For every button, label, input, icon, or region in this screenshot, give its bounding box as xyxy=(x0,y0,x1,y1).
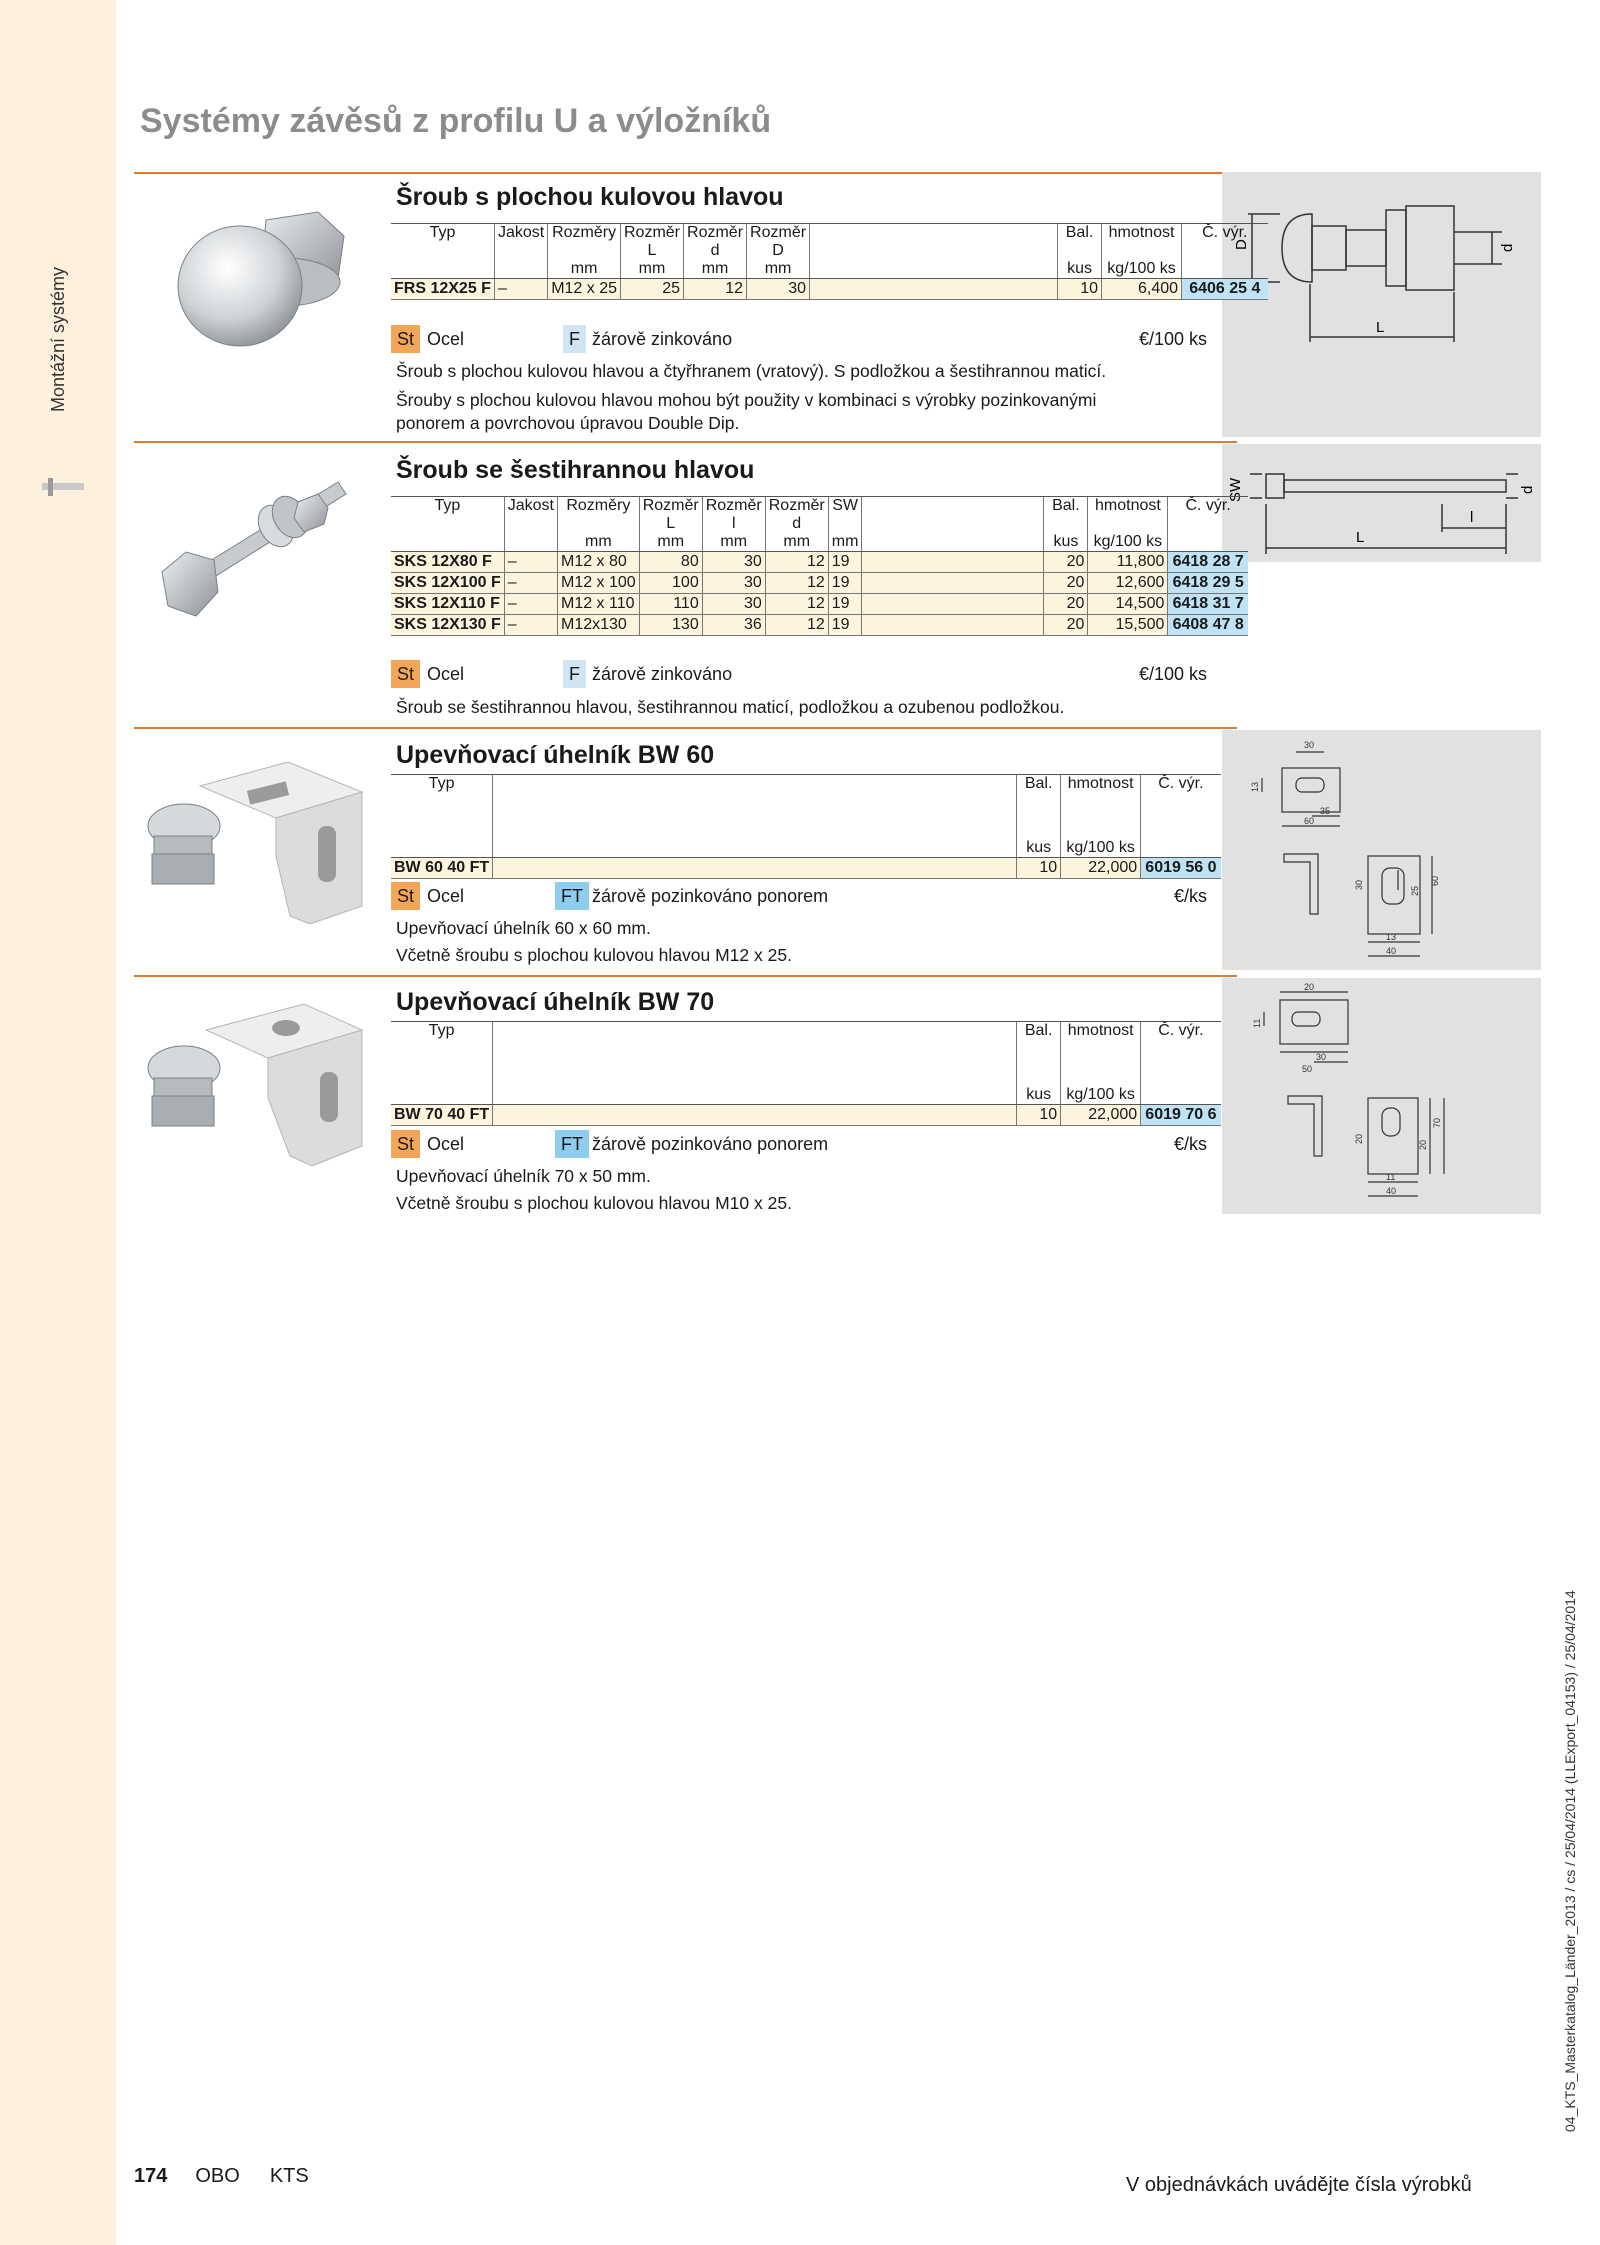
svg-text:13: 13 xyxy=(1250,781,1260,792)
section-divider xyxy=(134,727,1237,729)
svg-text:60: 60 xyxy=(1304,816,1315,826)
svg-text:20: 20 xyxy=(1354,1133,1364,1144)
product-table: Typ Bal. hmotnost Č. výr. kus kg/100 ks BW 60 40 FT 10 22,000 6019 56 0 xyxy=(391,774,1221,879)
article-number: 6418 29 5 xyxy=(1168,573,1248,594)
section-divider xyxy=(134,975,1237,977)
svg-text:d: d xyxy=(1519,485,1536,494)
section-description: Šroub se šestihrannou hlavou, šestihrannou maticí, podložkou a ozubenou podložkou. xyxy=(396,697,1065,717)
angle-bracket-bw70-photo xyxy=(140,1000,372,1168)
table-row: FRS 12X25 F – M12 x 25 25 12 30 10 6,400 6406 25 4 xyxy=(391,279,1268,300)
page-title: Systémy závěsů z profilu U a výložníků xyxy=(140,102,772,140)
svg-text:40: 40 xyxy=(1386,946,1397,956)
article-number: 6019 56 0 xyxy=(1141,857,1221,878)
svg-text:30: 30 xyxy=(1316,1052,1327,1062)
drawing-label-d: d xyxy=(1499,243,1516,252)
article-number: 6408 47 8 xyxy=(1168,615,1248,636)
svg-text:SW: SW xyxy=(1227,477,1244,502)
technical-drawing xyxy=(1222,978,1541,1214)
footer-series: KTS xyxy=(269,2165,309,2187)
svg-text:60: 60 xyxy=(1430,875,1440,886)
svg-text:30: 30 xyxy=(1354,879,1364,890)
svg-text:30: 30 xyxy=(1304,740,1315,750)
table-row: SKS 12X130 F – M12x130 130 36 12 19 20 15,500 6408 47 8 xyxy=(391,615,1248,636)
drawing-label-D: D xyxy=(1233,239,1250,250)
svg-text:13: 13 xyxy=(1386,932,1397,942)
svg-text:11: 11 xyxy=(1252,1018,1262,1028)
product-table: Typ Jakost Rozměry Rozměr Rozměr Rozměr Bal. hmotnost Č. výr. L d D mm mm mm mm kus kg/100 ks FRS 12X25 F – M12 x 25 25 12 30 10 6,400 6406 25 4 xyxy=(391,223,1268,300)
table-row: SKS 12X110 F – M12 x 110 110 30 12 19 20 14,500 6418 31 7 xyxy=(391,594,1248,615)
section-divider xyxy=(134,172,1237,174)
article-number: 6418 28 7 xyxy=(1168,552,1248,573)
technical-drawing xyxy=(1222,730,1541,970)
material-row: St Ocel FT žárově pozinkováno ponorem €/ks xyxy=(391,882,1207,910)
section-description: Upevňovací úhelník 70 x 50 mm. Včetně šroubu s plochou kulovou hlavou M10 x 25. xyxy=(396,1166,792,1213)
article-number: 6406 25 4 xyxy=(1182,279,1268,300)
article-number: 6418 31 7 xyxy=(1168,594,1248,615)
material-row: St Ocel FT žárově pozinkováno ponorem €/ks xyxy=(391,1130,1207,1158)
svg-text:L: L xyxy=(1356,529,1365,546)
table-row: SKS 12X80 F – M12 x 80 80 30 12 19 20 11,800 6418 28 7 xyxy=(391,552,1248,573)
svg-text:40: 40 xyxy=(1386,1186,1397,1196)
article-number: 6019 70 6 xyxy=(1141,1104,1221,1125)
section-divider xyxy=(134,441,1237,443)
hex-bolt-photo xyxy=(152,468,352,628)
side-category-label: Montážní systémy xyxy=(48,266,68,412)
technical-drawing xyxy=(1222,172,1541,437)
material-row: St Ocel F žárově zinkováno €/100 ks xyxy=(391,660,1207,688)
svg-text:25: 25 xyxy=(1410,885,1420,896)
section-title: Upevňovací úhelník BW 70 xyxy=(396,988,715,1016)
document-meta: 04_KTS_Masterkatalog_Länder_2013 / cs / 25/04/2014 (LLExport_04153) / 25/04/2014 xyxy=(1562,1590,1578,2132)
page-number: 174 xyxy=(134,2165,168,2187)
svg-text:50: 50 xyxy=(1302,1064,1313,1074)
svg-text:20: 20 xyxy=(1304,982,1315,992)
footer-order-note: V objednávkách uvádějte čísla výrobků xyxy=(1126,2174,1472,2196)
svg-text:20: 20 xyxy=(1418,1139,1428,1150)
finish-tag: F xyxy=(563,325,586,353)
bolt-marker-icon xyxy=(40,476,88,498)
svg-text:11: 11 xyxy=(1386,1172,1396,1182)
carriage-bolt-photo xyxy=(168,206,352,358)
angle-bracket-bw60-photo xyxy=(140,756,372,924)
price-unit: €/100 ks xyxy=(1138,329,1207,349)
product-table: Typ Jakost Rozměry Rozměr Rozměr Rozměr SW Bal. hmotnost Č. výr. L l d mm mm mm mm mm kus kg/100 ks SKS 12X80 F – M12 x 80 80 30 12 19 20 11,800 6418 28 7 SKS 12X100 F – M12 x 100 100 30 12 19 20 12,600 6418 29 5 SKS 12X110 F – M12 x 110 110 30 12 19 20 14,500 6418 31 7 SKS 12X130 F – M12x130 130 36 12 19 20 15,500 6408 47 8 xyxy=(391,496,1248,636)
footer-brand: OBO xyxy=(195,2165,240,2187)
footer-left xyxy=(134,2165,339,2188)
section-title: Šroub se šestihrannou hlavou xyxy=(396,456,755,484)
svg-text:l: l xyxy=(1470,509,1474,526)
section-title: Šroub s plochou kulovou hlavou xyxy=(396,183,784,211)
technical-drawing xyxy=(1222,444,1541,562)
section-description: Šroub s plochou kulovou hlavou a čtyřhranem (vratový). S podložkou a šestihrannou maticí. Šrouby s plochou kulovou hlavou mohou být použity v kombinaci s výrobky pozinkovanými ponorem a povrchovou úpravou Double Dip. xyxy=(396,361,1107,433)
product-table: Typ Bal. hmotnost Č. výr. kus kg/100 ks BW 70 40 FT 10 22,000 6019 70 6 xyxy=(391,1021,1221,1126)
table-row: SKS 12X100 F – M12 x 100 100 30 12 19 20 12,600 6418 29 5 xyxy=(391,573,1248,594)
material-tag-st: St xyxy=(391,325,420,353)
svg-text:35: 35 xyxy=(1320,806,1331,816)
table-row: BW 60 40 FT 10 22,000 6019 56 0 xyxy=(391,857,1221,878)
drawing-label-L: L xyxy=(1376,319,1385,336)
section-description: Upevňovací úhelník 60 x 60 mm. Včetně šroubu s plochou kulovou hlavou M12 x 25. xyxy=(396,918,792,965)
section-title: Upevňovací úhelník BW 60 xyxy=(396,741,715,769)
material-row: St Ocel F žárově zinkováno €/100 ks xyxy=(391,325,1207,353)
table-row: BW 70 40 FT 10 22,000 6019 70 6 xyxy=(391,1104,1221,1125)
svg-text:70: 70 xyxy=(1432,1117,1442,1128)
